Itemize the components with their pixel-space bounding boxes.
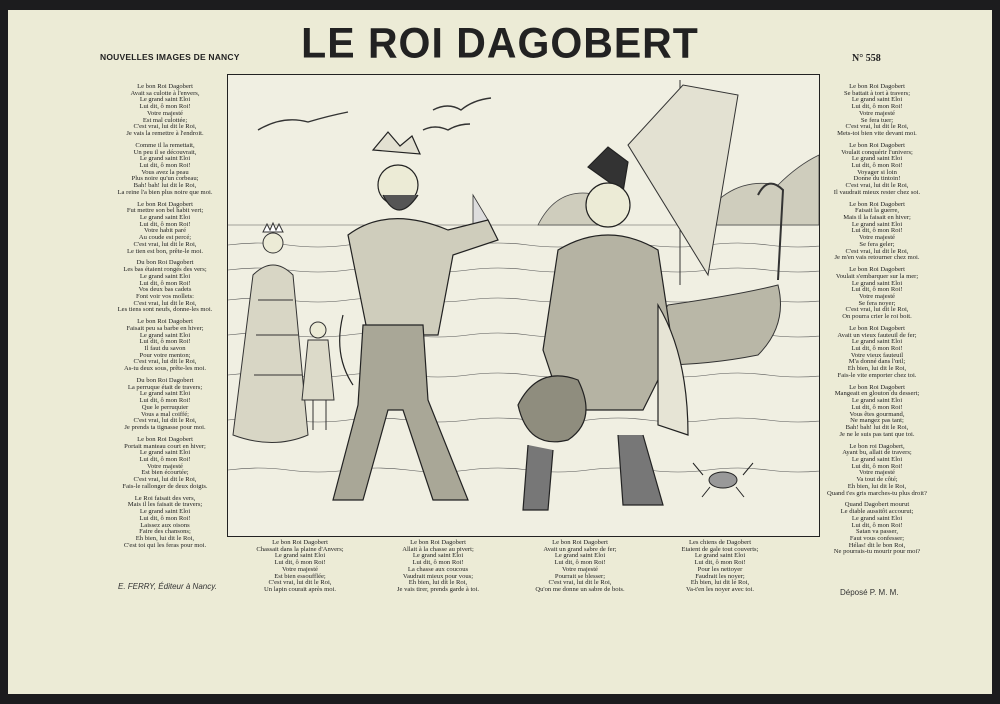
- verse-line: Le grand saint Eloi: [851, 397, 903, 405]
- publisher-credit: E. FERRY, Éditeur à Nancy.: [118, 582, 217, 591]
- verse-line: Votre majesté: [562, 565, 598, 573]
- verse-line: Hélas! dit le bon Roi,: [848, 541, 906, 549]
- verse-line: Quand t'es gris marches-tu plus droit?: [827, 489, 927, 497]
- verse-line: Faisait peu sa barbe en hiver;: [126, 324, 204, 332]
- verse-line: Le bon Roi Dagobert: [849, 141, 905, 149]
- verse-stanza: [822, 143, 932, 197]
- verse-line: Votre majesté: [282, 565, 318, 573]
- verse-line: Faut vous confesser;: [849, 534, 905, 542]
- verse-stanza: [378, 540, 498, 594]
- verse-line: Le bon Roi Dagobert: [849, 324, 905, 332]
- verse-line: Le grand saint Eloi: [851, 279, 903, 287]
- verse-line: Quand Dagobert mourut: [844, 501, 910, 509]
- verse-line: Vaudrait mieux pour vous;: [402, 572, 474, 580]
- verse-stanza: [520, 540, 640, 594]
- verse-line: M'a donné dans l'œil;: [848, 358, 906, 366]
- verse-line: Les bas étaient rongés des vers;: [123, 266, 207, 274]
- verse-line: Votre majesté: [859, 109, 895, 117]
- verse-line: Avait un grand sabre de fer;: [543, 545, 617, 553]
- verse-line: Ne mangez pas tant;: [850, 417, 904, 425]
- verse-stanza: [822, 84, 932, 138]
- verse-line: Lui dit, ô mon Roi!: [139, 338, 191, 346]
- verse-line: Est mal culottée;: [142, 116, 188, 124]
- verse-line: Le grand saint Eloi: [694, 552, 746, 560]
- verse-line: Les tiens sont neufs, donne-les moi.: [117, 306, 213, 314]
- verse-line: Vous a mal coiffé;: [141, 410, 189, 418]
- verse-line: Allait à la chasse au pivert;: [402, 545, 474, 553]
- verse-line: Lui dit, ô mon Roi!: [851, 462, 903, 470]
- verse-line: Le grand saint Eloi: [274, 552, 326, 560]
- verse-line: Eh bien, lui dit le Roi,: [408, 579, 468, 587]
- verse-line: Laissez aux oisons: [140, 521, 190, 529]
- verse-line: Plus noire qu'un corbeau;: [131, 175, 199, 183]
- verse-line: Le bon Roi Dagobert: [137, 435, 193, 443]
- verse-stanza: [110, 378, 220, 432]
- verse-line: Le grand saint Eloi: [139, 390, 191, 398]
- verse-line: Un lapin courait après moi.: [264, 585, 336, 593]
- verse-line: Les chiens de Dagobert: [688, 539, 752, 546]
- verse-line: Va tout de côté;: [856, 476, 898, 484]
- verse-line: C'est vrai, lui dit le Roi,: [845, 306, 909, 314]
- king-dagobert-figure: [333, 132, 498, 500]
- verse-stanza: [110, 84, 220, 138]
- verse-stanza: [822, 202, 932, 262]
- verse-line: Je m'en vais retourner chez moi.: [834, 254, 920, 262]
- verse-line: Votre majesté: [859, 469, 895, 477]
- verse-line: Le bon Roi Dagobert: [849, 200, 905, 208]
- verse-line: Le grand saint Eloi: [851, 338, 903, 346]
- verse-line: On pourra crier le roi boit.: [842, 313, 912, 321]
- verse-line: Faudrait les noyer;: [695, 572, 745, 580]
- verse-line: Vos deux bas cadets: [138, 286, 192, 294]
- verse-line: Voyager si loin: [857, 168, 897, 176]
- verse-line: Le bon Roi Dagobert: [137, 200, 193, 208]
- verse-line: C'est vrai, lui dit le Roi,: [133, 240, 197, 248]
- verse-line: Lui dit, ô mon Roi!: [851, 403, 903, 411]
- publisher-series-label: NOUVELLES IMAGES DE NANCY: [100, 52, 240, 62]
- verse-stanza: [110, 202, 220, 256]
- verse-line: Lui dit, ô mon Roi!: [851, 286, 903, 294]
- bottom-verse-column-2: [378, 540, 498, 599]
- verse-line: La chasse aux coucous: [407, 565, 469, 573]
- verse-line: Le bon Roi Dagobert: [272, 539, 328, 546]
- verse-line: Chassait dans la plaine d'Anvers;: [256, 545, 344, 553]
- verse-line: Le grand saint Eloi: [554, 552, 606, 560]
- verse-line: La reine l'a bien plus noire que moi.: [117, 188, 213, 196]
- verse-line: Je vais la remettre à l'endroit.: [126, 129, 204, 137]
- verse-line: Font voir vos mollets:: [135, 292, 195, 300]
- verse-line: Ayant bu, allait de travers;: [842, 449, 912, 457]
- left-verse-column: [110, 84, 220, 555]
- verse-line: Le grand saint Eloi: [412, 552, 464, 560]
- verse-line: Le grand saint Eloi: [139, 508, 191, 516]
- verse-line: Lui dit, ô mon Roi!: [274, 559, 326, 567]
- verse-line: Lui dit, ô mon Roi!: [851, 521, 903, 529]
- verse-line: Le Roi faisait des vers,: [134, 494, 196, 502]
- verse-line: Comme il la remettait,: [135, 141, 195, 149]
- verse-line: Etaient de gale tout couverts;: [681, 545, 759, 553]
- verse-line: Mais il la faisait en hiver;: [843, 214, 911, 222]
- verse-line: Le grand saint Eloi: [139, 96, 191, 104]
- verse-line: Fais-le vite emporter chez toi.: [837, 371, 917, 379]
- verse-line: Lui dit, ô mon Roi!: [851, 103, 903, 111]
- verse-line: Au coude est percé;: [138, 234, 192, 242]
- verse-line: Le tien est bon, prête-le moi.: [127, 247, 203, 255]
- verse-stanza: [822, 326, 932, 380]
- verse-stanza: [822, 502, 932, 556]
- verse-line: C'est vrai, lui dit le Roi,: [133, 358, 197, 366]
- queen-figure: [233, 223, 308, 443]
- verse-line: Le bon Roi Dagobert: [849, 383, 905, 391]
- verse-stanza: [110, 496, 220, 550]
- verse-line: Le grand saint Eloi: [139, 155, 191, 163]
- verse-line: Fut mettre son bel habit vert;: [126, 207, 204, 215]
- page-title: LE ROI DAGOBERT: [301, 18, 699, 68]
- verse-stanza: [240, 540, 360, 594]
- verse-line: Eh bien, lui dit le Roi,: [135, 534, 195, 542]
- verse-line: C'est vrai, lui dit le Roi,: [845, 123, 909, 131]
- verse-line: Le grand saint Eloi: [139, 272, 191, 280]
- verse-stanza: [110, 260, 220, 314]
- bottom-verse-column-1: [240, 540, 360, 599]
- verse-line: C'est vrai, lui dit le Roi,: [133, 123, 197, 131]
- verse-stanza: [822, 267, 932, 321]
- verse-line: Donne du tintoin!: [853, 175, 901, 183]
- verse-line: Votre majesté: [147, 462, 183, 470]
- verse-line: Eh bien, lui dit le Roi,: [847, 482, 907, 490]
- verse-line: Que le perruquier: [141, 403, 189, 411]
- verse-line: Le bon Roi Dagobert: [137, 318, 193, 326]
- verse-line: Voulait conquérir l'univers;: [841, 148, 913, 156]
- verse-line: Votre majesté: [147, 109, 183, 117]
- verse-line: C'est vrai, lui dit le Roi,: [133, 417, 197, 425]
- verse-line: C'est vrai, lui dit le Roi,: [845, 247, 909, 255]
- verse-line: Un peu il se découvrait,: [133, 148, 197, 156]
- verse-stanza: [822, 385, 932, 439]
- verse-line: Le bon roi Dagobert,: [849, 442, 905, 450]
- verse-line: Ne pourrais-tu mourir pour moi?: [833, 548, 921, 556]
- verse-line: Mais il les faisait de travers;: [127, 501, 203, 509]
- verse-line: Le diable aussitôt accourut;: [840, 508, 914, 516]
- verse-line: Eh bien, lui dit le Roi,: [847, 365, 907, 373]
- verse-stanza: [110, 319, 220, 373]
- verse-line: Votre habit paré: [144, 227, 186, 235]
- verse-line: Lui dit, ô mon Roi!: [694, 559, 746, 567]
- verse-line: Votre vieux fauteuil: [850, 351, 904, 359]
- illustration-frame: [227, 74, 820, 537]
- verse-line: Le bon Roi Dagobert: [849, 266, 905, 274]
- king-dagobert-illustration: [228, 75, 819, 536]
- verse-line: C'est vrai, lui dit le Roi,: [133, 299, 197, 307]
- child-figure: [302, 322, 334, 430]
- verse-line: C'est vrai, lui dit le Roi,: [133, 476, 197, 484]
- verse-line: Lui dit, ô mon Roi!: [851, 227, 903, 235]
- verse-line: C'est toi qui les feras pour moi.: [123, 541, 207, 549]
- verse-line: Se battait à tort à travers;: [843, 89, 911, 97]
- verse-line: Est bien écourtée;: [141, 469, 189, 477]
- verse-line: Pour votre menton;: [139, 351, 191, 359]
- verse-line: Portait manteau court en hiver;: [124, 442, 206, 450]
- verse-line: Votre majesté: [859, 292, 895, 300]
- verse-line: Il vaudrait mieux rester chez soi.: [833, 188, 921, 196]
- verse-line: Bah! bah! lui dit le Roi,: [133, 182, 197, 190]
- verse-line: Je vais tirer, prends garde à toi.: [396, 585, 480, 593]
- verse-line: Du bon Roi Dagobert: [136, 259, 194, 267]
- print-number: N° 558: [852, 53, 881, 64]
- verse-line: Lui dit, ô mon Roi!: [554, 559, 606, 567]
- verse-stanza: [110, 143, 220, 197]
- verse-line: Du bon Roi Dagobert: [136, 377, 194, 385]
- verse-line: Vous êtes gourmand,: [849, 410, 905, 418]
- verse-line: Le grand saint Eloi: [851, 455, 903, 463]
- verse-line: La perruque était de travers;: [127, 383, 203, 391]
- verse-line: Le bon Roi Dagobert: [410, 539, 466, 546]
- verse-line: Lui dit, ô mon Roi!: [412, 559, 464, 567]
- verse-line: Avait sa culotte à l'envers,: [130, 89, 200, 97]
- seagulls: [258, 98, 491, 130]
- verse-line: Lui dit, ô mon Roi!: [851, 161, 903, 169]
- verse-line: Fais-le rallonger de deux doigts.: [122, 482, 208, 490]
- verse-line: Est bien essoufflée;: [274, 572, 326, 580]
- verse-line: Le grand saint Eloi: [139, 214, 191, 222]
- verse-line: Je ne le suis pas tant que toi.: [839, 430, 915, 438]
- verse-line: Votre majesté: [859, 234, 895, 242]
- verse-line: Satan va passer,: [855, 528, 899, 536]
- verse-line: Pour les nettoyer: [697, 565, 743, 573]
- verse-stanza: [822, 444, 932, 498]
- verse-line: Il faut du savon: [144, 345, 186, 353]
- verse-line: Faire des chansons;: [139, 528, 191, 536]
- verse-line: C'est vrai, lui dit le Roi,: [548, 579, 612, 587]
- verse-line: Le grand saint Eloi: [851, 155, 903, 163]
- right-verse-column: [822, 84, 932, 561]
- verse-line: Mets-toi bien vite devant moi.: [837, 129, 917, 137]
- verse-line: Lui dit, ô mon Roi!: [139, 103, 191, 111]
- bottom-verse-column-3: [520, 540, 640, 599]
- verse-line: Mangeait en glouton du dessert;: [834, 390, 920, 398]
- verse-line: Va-t'en les noyer avec toi.: [685, 585, 754, 593]
- verse-line: Se fera noyer;: [858, 299, 896, 307]
- verse-line: Lui dit, ô mon Roi!: [139, 220, 191, 228]
- verse-line: Faisait la guerre,: [854, 207, 900, 215]
- verse-line: Avait un vieux fauteuil de fer;: [837, 331, 917, 339]
- verse-line: Lui dit, ô mon Roi!: [851, 345, 903, 353]
- verse-stanza: [110, 437, 220, 491]
- verse-line: Pourrait se blesser;: [554, 572, 606, 580]
- bottom-verse-column-4: [660, 540, 780, 599]
- verse-line: Lui dit, ô mon Roi!: [139, 455, 191, 463]
- verse-line: Se fera tuer;: [860, 116, 894, 124]
- verse-line: Le grand saint Eloi: [851, 514, 903, 522]
- verse-line: As-tu deux sous, prête-les moi.: [123, 365, 207, 373]
- verse-line: Qu'on me donne un sabre de bois.: [535, 585, 625, 593]
- verse-line: Voulait s'embarquer sur la mer;: [835, 272, 919, 280]
- verse-line: Le grand saint Eloi: [851, 220, 903, 228]
- verse-stanza: [660, 540, 780, 594]
- verse-line: Lui dit, ô mon Roi!: [139, 279, 191, 287]
- verse-line: Le bon Roi Dagobert: [137, 83, 193, 90]
- verse-line: Le bon Roi Dagobert: [849, 83, 905, 90]
- verse-line: C'est vrai, lui dit le Roi,: [845, 182, 909, 190]
- verse-line: C'est vrai, lui dit le Roi,: [268, 579, 332, 587]
- verse-line: Bah! bah! lui dit le Roi,: [845, 423, 909, 431]
- verse-line: Le grand saint Eloi: [851, 96, 903, 104]
- deposit-mark: Déposé P. M. M.: [840, 588, 899, 597]
- verse-line: Eh bien, lui dit le Roi,: [690, 579, 750, 587]
- verse-line: Le bon Roi Dagobert: [552, 539, 608, 546]
- verse-line: Le grand saint Eloi: [139, 331, 191, 339]
- verse-line: Vous avez la peau: [141, 168, 189, 176]
- verse-line: Je prends ta tignasse pour moi.: [124, 423, 206, 431]
- verse-line: Lui dit, ô mon Roi!: [139, 514, 191, 522]
- verse-line: Se fera geler;: [859, 240, 895, 248]
- verse-line: Lui dit, ô mon Roi!: [139, 161, 191, 169]
- verse-line: Lui dit, ô mon Roi!: [139, 397, 191, 405]
- verse-line: Le grand saint Eloi: [139, 449, 191, 457]
